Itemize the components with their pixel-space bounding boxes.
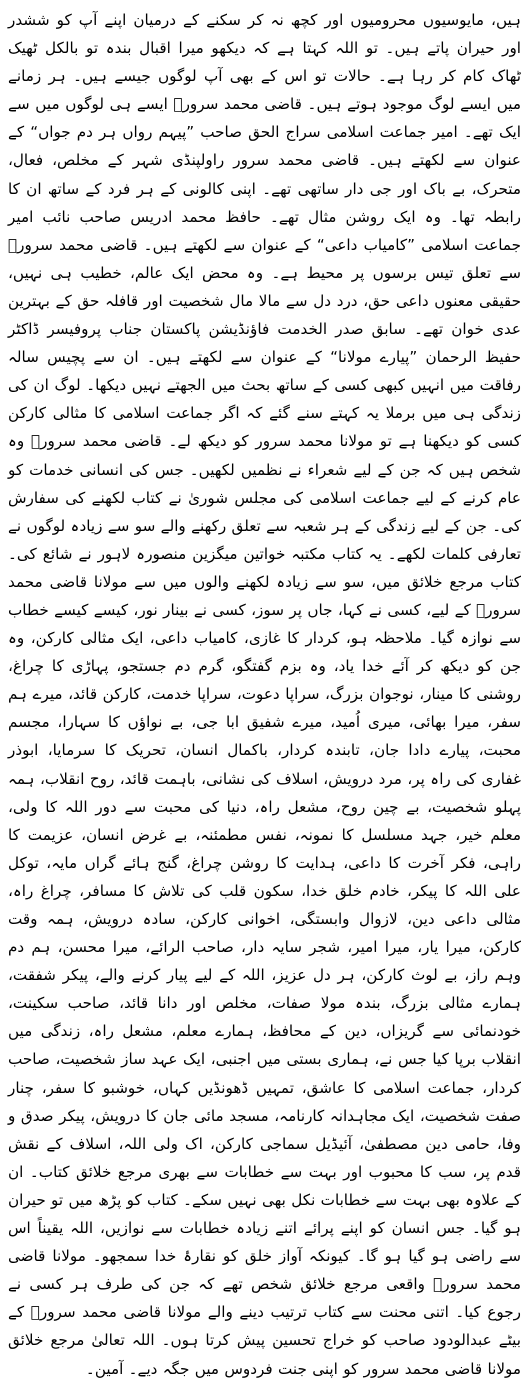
- article-body-text: ہیں، مایوسیوں محرومیوں اور کچھ نہ کر سکنے کے درمیان اپنے آپ کو ششدر اور حیران پاتے ہیں۔ تو اللہ کہتا ہے کہ دیکھو میرا اقبال بندہ تو بالکل ٹھیک ٹھاک کام کر رہا ہے۔ حالات تو اس کے بھی آپ لوگوں جیسے ہیں۔ ہر زمانے میں ایسے لوگ موجود ہوتے ہیں۔ قاضی محمد سرورؒ ایسے ہی لوگوں میں سے ایک تھے۔ امیر جماعت اسلامی سراج الحق صاحب ”پیہم رواں ہر دم جواں“ کے عنوان سے لکھتے ہیں۔ قاضی محمد سرور راولپنڈی شہر کے مخلص، فعال، متحرک، بے باک اور جی دار ساتھی تھے۔ اپنی کالونی کے ہر فرد کے ساتھ ان کا رابطہ تھا۔ وہ ایک روشن مثال تھے۔ حافظ محمد ادریس صاحب نائب امیر جماعت اسلامی ”کامیاب داعی“ کے عنوان سے لکھتے ہیں۔ قاضی محمد سرورؒ سے تعلق تیس برسوں پر محیط ہے۔ وہ محض ایک عالم، خطیب ہی نہیں، حقیقی معنوں داعی حق، درد دل سے مالا مال شخصیت اور قافلہ حق کے بہترین عدی خوان تھے۔ سابق صدر الخدمت فاؤنڈیشن پاکستان جناب پروفیسر ڈاکٹر حفیظ الرحمان ”پیارے مولانا“ کے عنوان سے لکھتے ہیں۔ ان سے پچیس سالہ رفاقت میں انہیں کبھی کسی کے ساتھ بحث میں الجھتے نہیں دیکھا۔ لوگ ان کی زندگی ہی میں برملا یہ کہتے سنے گئے کہ اگر جماعت اسلامی کا مثالی کارکن کسی کو دیکھنا ہے تو مولانا محمد سرور کو دیکھ لے۔ قاضی محمد سرورؒ وہ شخص ہیں کہ جن کے لیے شعراء نے نظمیں لکھیں۔ جس کی انسانی خدمات کو عام کرنے کے لیے جماعت اسلامی کی مجلس شوریٰ نے کتاب لکھنے کی سفارش کی۔ جن کے لیے زندگی کے ہر شعبہ سے تعلق رکھنے والے سو سے زیادہ لوگوں نے تعارفی کلمات لکھے۔ یہ کتاب مکتبہ خواتین میگزین منصورہ لاہور نے شائع کی۔ کتاب مرجع خلائق میں، سو سے زیادہ لکھنے والوں میں سے مولانا قاضی محمد سرورؒ کے لیے، کسی نے کہا، جاں پر سوز، کسی نے بینار نور، کیسے کیسے خطاب سے نوازہ گیا۔ ملاحظہ ہو، کردار کا غازی، کامیاب داعی، ایک مثالی کارکن، وہ جن کو دیکھ کر آئے خدا یاد، وہ بزم گفتگو، گرم دم جستجو، پہاڑی کا چراغ، روشنی کا مینار، نوجوان بزرگ، سراپا دعوت، سراپا خدمت، کارکن قائد، میرے ہم سفر، میرا بھائی، میری اُمید، میرے شفیق ابا جی، بے نواؤں کا سہارا، مجسم محبت، پیارے دادا جان، تابندہ کردار، باکمال انسان، تحریک کا سرمایا، ابوذر غفاری کی راہ پر، مرد درویش، اسلاف کی نشانی، باہمت قائد، روح انقلاب، ہمہ پہلو شخصیت، بے چین روح، مشعل راہ، دنیا کی محبت سے دور اللہ کا ولی، معلم خیر، جہد مسلسل کا نمونہ، نفس مطمئنہ، بے غرض انسان، عزیمت کا راہی، فکر آخرت کا داعی، ہدایت کا روشن چراغ، گنج ہائے گراں مایہ، توکل علی اللہ کا پیکر، خادم خلق خدا، سکون قلب کی تلاش کا مسافر، چراغ راہ، مثالی داعی دین، لازوال وابستگی، اخوانی کارکن، سادہ درویش، ہمہ وقت کارکن، میرا یار، میرا امیر، شجر سایہ دار، صاحب الرائے، میرا محسن، ہم دم وہم راز، بے لوث کارکن، ہر دل عزیز، اللہ کے لیے پیار کرنے والے، پیکر شفقت، ہمارے مثالی بزرگ، بندہ مولا صفات، مخلص اور دانا قائد، صاحب سکینت، خودنمائی سے گریزاں، دین کے محافظ، ہمارے معلم، مشعل راہ، زندگی میں انقلاب برپا کیا جس نے، ہماری بستی میں اجنبی، ایک عہد ساز شخصیت، صاحب کردار، جماعت اسلامی کا عاشق، تمہیں ڈھونڈیں کہاں، خوشبو کا سفر، چنار صفت شخصیت، ایک مجاہدانہ کارنامہ، مسجد مائی جان کا درویش، پیکر صدق و وفا، حامی دین مصطفیٰ، آئیڈیل سماجی کارکن، اک ولی اللہ، اسلاف کے نقش قدم پر، سب کا محبوب اور بہت سے خطابات سے بھری مرجع خلائق کتاب۔ ان کے علاوہ بھی بہت سے خطابات نکل بھی نہیں سکے۔ کتاب کو پڑھ میں تو حیران ہو گیا۔ جس انسان کو اپنے پرائے اتنے زیادہ خطابات سے نوازیں، اللہ یقیناً اس سے راضی ہو گیا ہو گا۔ کیونکہ آواز خلق کو نقارۂ خدا سمجھو۔ مولانا قاضی محمد سرورؒ واقعی مرجع خلائق شخص تھے کہ جن کی طرف ہر کسی نے رجوع کیا۔ اتنی محنت سے کتاب ترتیب دینے والے مولانا قاضی محمد سرورؒ کے بیٹے عبدالودود صاحب کو خراج تحسین پیش کرتا ہوں۔ اللہ تعالیٰ مرجع خلائق مولانا قاضی محمد سرور کو اپنی جنت فردوس میں جگہ دیے۔ آمین۔: [8, 11, 521, 1378]
